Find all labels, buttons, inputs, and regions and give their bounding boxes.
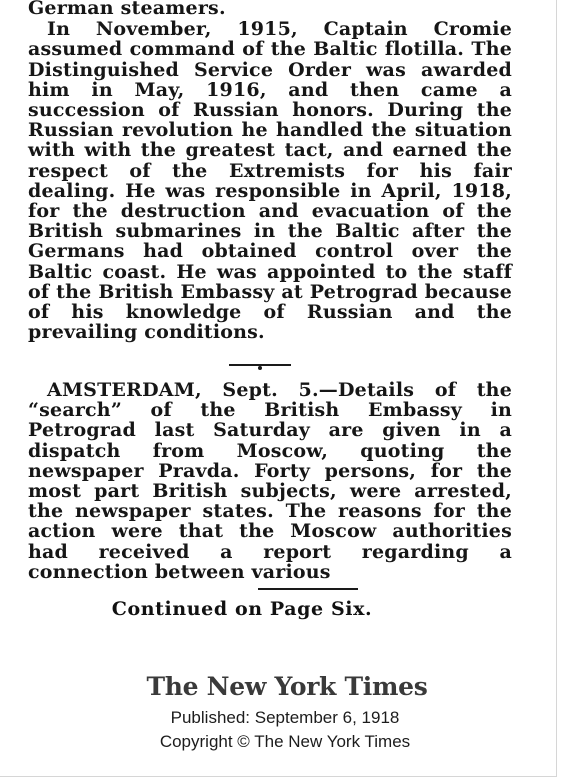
published-date: Published: September 6, 1918 xyxy=(170,708,400,727)
copyright-notice: Copyright © The New York Times xyxy=(159,732,411,751)
article-scan xyxy=(28,0,512,342)
article-paragraph-cromie: In November, 1915, Captain Cromie assumed command of the Baltic flotilla. The Distinguished Service Order was awarded him in May, 1916, and then came a succession of Russian honors. During the Russian revolution he handled the situation with with the greatest tact, and earned the respect of the Extremists for his fair dealing. He was responsible in April, 1918, for the destruction and evacuation of the British submarines in the Baltic after the Germans had obtained control over the Baltic coast. He was appointed to the staff of the British Embassy at Petrograd because of his knowledge of Russian and the prevailing conditions. xyxy=(28,18,512,344)
continued-rule xyxy=(258,588,358,590)
article-paragraph-amsterdam: AMSTERDAM, Sept. 5.—Details of the “search” of the British Embassy in Petrograd last Saturday are given in a dispatch from Moscow, quoting the newspaper Pravda. Forty persons, for the most part British subjects, were arrested, the newspaper states. The reasons for the action were that the Moscow authorities had received a report regarding a connection between various xyxy=(28,379,512,583)
nyt-masthead-logo: The New York Times xyxy=(146,672,428,701)
article-scan-amsterdam xyxy=(28,380,512,582)
divider-dot xyxy=(258,366,262,370)
continued-on-page-six: Continued on Page Six. xyxy=(111,598,373,620)
article-paragraph-lead: German steamers. xyxy=(28,0,226,19)
